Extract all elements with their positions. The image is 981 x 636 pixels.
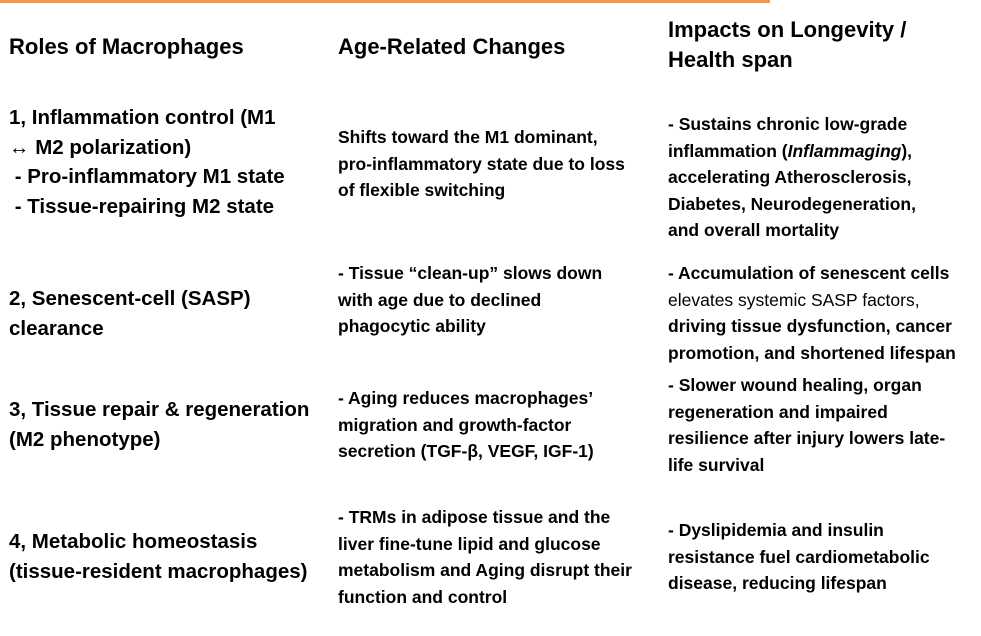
row3-impact-line: - Slower wound healing, organ — [668, 375, 922, 395]
row1-role-line: - Tissue-repairing M2 state — [9, 194, 275, 218]
row4-change-line: - TRMs in adipose tissue and the — [338, 507, 611, 527]
row3-impact — [668, 372, 945, 478]
header-roles — [9, 32, 244, 62]
row1-role-line: ↔ M2 polarization) — [9, 135, 192, 159]
row1-impact-line: Diabetes, Neurodegeneration, — [668, 193, 916, 214]
row2-change-line: - Tissue “clean-up” slows down — [338, 263, 603, 283]
row4-role — [9, 527, 307, 586]
row4-impact-line: resistance fuel cardiometabolic — [668, 546, 930, 567]
row1-role-line: 1, Inflammation control (M1 — [9, 106, 276, 129]
row4-change-line: liver fine-tune lipid and glucose — [338, 533, 601, 554]
row3-role-line: (M2 phenotype) — [9, 427, 161, 451]
row2-role-line: 2, Senescent-cell (SASP) — [9, 287, 251, 310]
row2-change — [338, 260, 602, 340]
row1-impact — [668, 111, 916, 244]
top-accent-bar — [0, 0, 981, 3]
row3-impact-line: resilience after injury lowers late- — [668, 428, 946, 448]
inflammaging-term: Inflammaging — [787, 140, 902, 161]
row4-role-line: 4, Metabolic homeostasis — [9, 530, 258, 553]
row1-change-line: pro-inflammatory state due to loss — [338, 153, 625, 174]
row1-change-line: Shifts toward the M1 dominant, — [338, 127, 598, 147]
row2-impact-line: - Accumulation of senescent cells — [668, 263, 950, 283]
row3-impact-line: regeneration and impaired — [668, 401, 888, 422]
row2-role — [9, 284, 251, 343]
row3-change-line: migration and growth-factor — [338, 414, 572, 435]
row3-role — [9, 395, 309, 454]
row2-impact-line: driving tissue dysfunction, cancer — [668, 316, 952, 336]
row3-change-line: secretion (TGF-β, VEGF, IGF-1) — [338, 441, 594, 461]
row3-role-line: 3, Tissue repair & regeneration — [9, 398, 310, 421]
row2-change-line: phagocytic ability — [338, 316, 486, 336]
top-accent-line — [0, 0, 770, 3]
header-age-changes-text: Age-Related Changes — [338, 34, 566, 59]
header-roles-text: Roles of Macrophages — [9, 34, 244, 59]
header-impacts-line: Impacts on Longevity / — [668, 17, 907, 42]
row4-change — [338, 504, 632, 610]
row4-change-line: function and control — [338, 586, 508, 607]
row1-change-line: of flexible switching — [338, 180, 506, 200]
row4-role-line: (tissue-resident macrophages) — [9, 559, 308, 583]
row1-impact-text: inflammation ( — [668, 140, 788, 161]
row3-change — [338, 385, 594, 465]
row2-impact — [668, 260, 956, 366]
header-impacts — [668, 15, 906, 75]
row1-impact-line — [668, 138, 916, 165]
row2-role-line: clearance — [9, 316, 104, 340]
row3-impact-line: life survival — [668, 454, 765, 475]
row4-change-line: metabolism and Aging disrupt their — [338, 560, 632, 580]
row4-impact-line: disease, reducing lifespan — [668, 573, 887, 593]
row1-role — [9, 103, 285, 221]
row1-impact-text: ), — [901, 140, 913, 161]
row2-impact-line: promotion, and shortened lifespan — [668, 342, 956, 363]
row2-change-line: with age due to declined — [338, 289, 542, 310]
row4-impact-line: - Dyslipidemia and insulin — [668, 520, 884, 540]
row4-impact — [668, 517, 930, 597]
row3-change-line: - Aging reduces macrophages’ — [338, 388, 594, 408]
row1-impact-line: accelerating Atherosclerosis, — [668, 167, 912, 187]
row2-impact-line: elevates systemic SASP factors, — [668, 289, 920, 310]
row1-impact-line: - Sustains chronic low-grade — [668, 114, 908, 134]
row1-change — [338, 124, 625, 204]
row1-role-line: - Pro-inflammatory M1 state — [9, 165, 285, 188]
row1-impact-line: and overall mortality — [668, 220, 840, 240]
header-age-changes — [338, 32, 565, 62]
header-impacts-line: Health span — [668, 47, 793, 72]
